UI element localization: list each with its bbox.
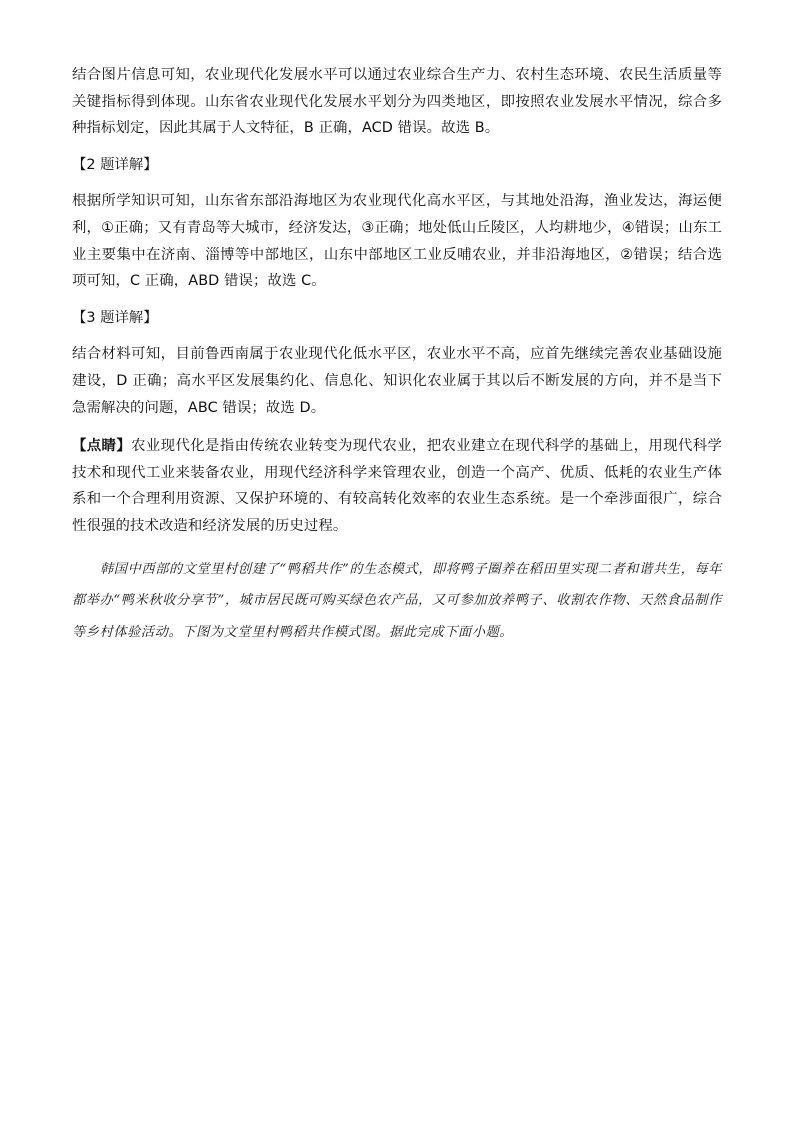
tip-text: 农业现代化是指由传统农业转变为现代农业，把农业建立在现代科学的基础上，用现代科学技术和现代工业来装备农业，用现代经济科学来管理农业，创造一个高产、优质、低耗的农业生产体系和一个合理利用资源、又保护环境的、有较高转化效率的农业生态系统。是一个牵涉面很广，综合性很强的技术改造和经济发展的历史过程。 bbox=[72, 438, 722, 534]
tip-paragraph bbox=[72, 433, 722, 539]
question-stem: 韩国中西部的文堂里村创建了“鸭稻共作”的生态模式，即将鸭子圈养在稻田里实现二者和谐共生，每年都举办“鸭米秋收分享节”，城市居民既可购买绿色农产品，又可参加放养鸭子、收割农作物、天然食品制作等乡村体验活动。下图为文堂里村鸭稻共作模式图。据此完成下面小题。 bbox=[72, 561, 722, 640]
tip-tag: 【点睛】 bbox=[72, 438, 132, 455]
section-heading-q2: 【2 题详解】 bbox=[72, 156, 158, 173]
document-page bbox=[72, 62, 722, 648]
section-heading-q3: 【3 题详解】 bbox=[72, 309, 158, 326]
answer-explanation-3: 结合材料可知，目前鲁西南属于农业现代化低水平区，农业水平不高，应首先继续完善农业基础设施建设，D 正确；高水平区发展集约化、信息化、知识化农业属于其以后不断发展的方向，并不是当下急需解决的问题，ABC 错误；故选 D。 bbox=[72, 346, 722, 416]
answer-explanation-1: 结合图片信息可知，农业现代化发展水平可以通过农业综合生产力、农村生态环境、农民生活质量等关键指标得到体现。山东省农业现代化发展水平划分为四类地区，即按照农业发展水平情况，综合多种指标划定，因此其属于人文特征，B 正确，ACD 错误。故选 B。 bbox=[72, 67, 722, 137]
answer-explanation-2: 根据所学知识可知，山东省东部沿海地区为农业现代化高水平区，与其地处沿海，渔业发达，海运便利，①正确；又有青岛等大城市，经济发达，③正确；地处低山丘陵区，人均耕地少，④错误；山东工业主要集中在济南、淄博等中部地区，山东中部地区工业反哺农业，并非沿海地区，②错误；结合选项可知，C 正确，ABD 错误；故选 C。 bbox=[72, 193, 722, 290]
